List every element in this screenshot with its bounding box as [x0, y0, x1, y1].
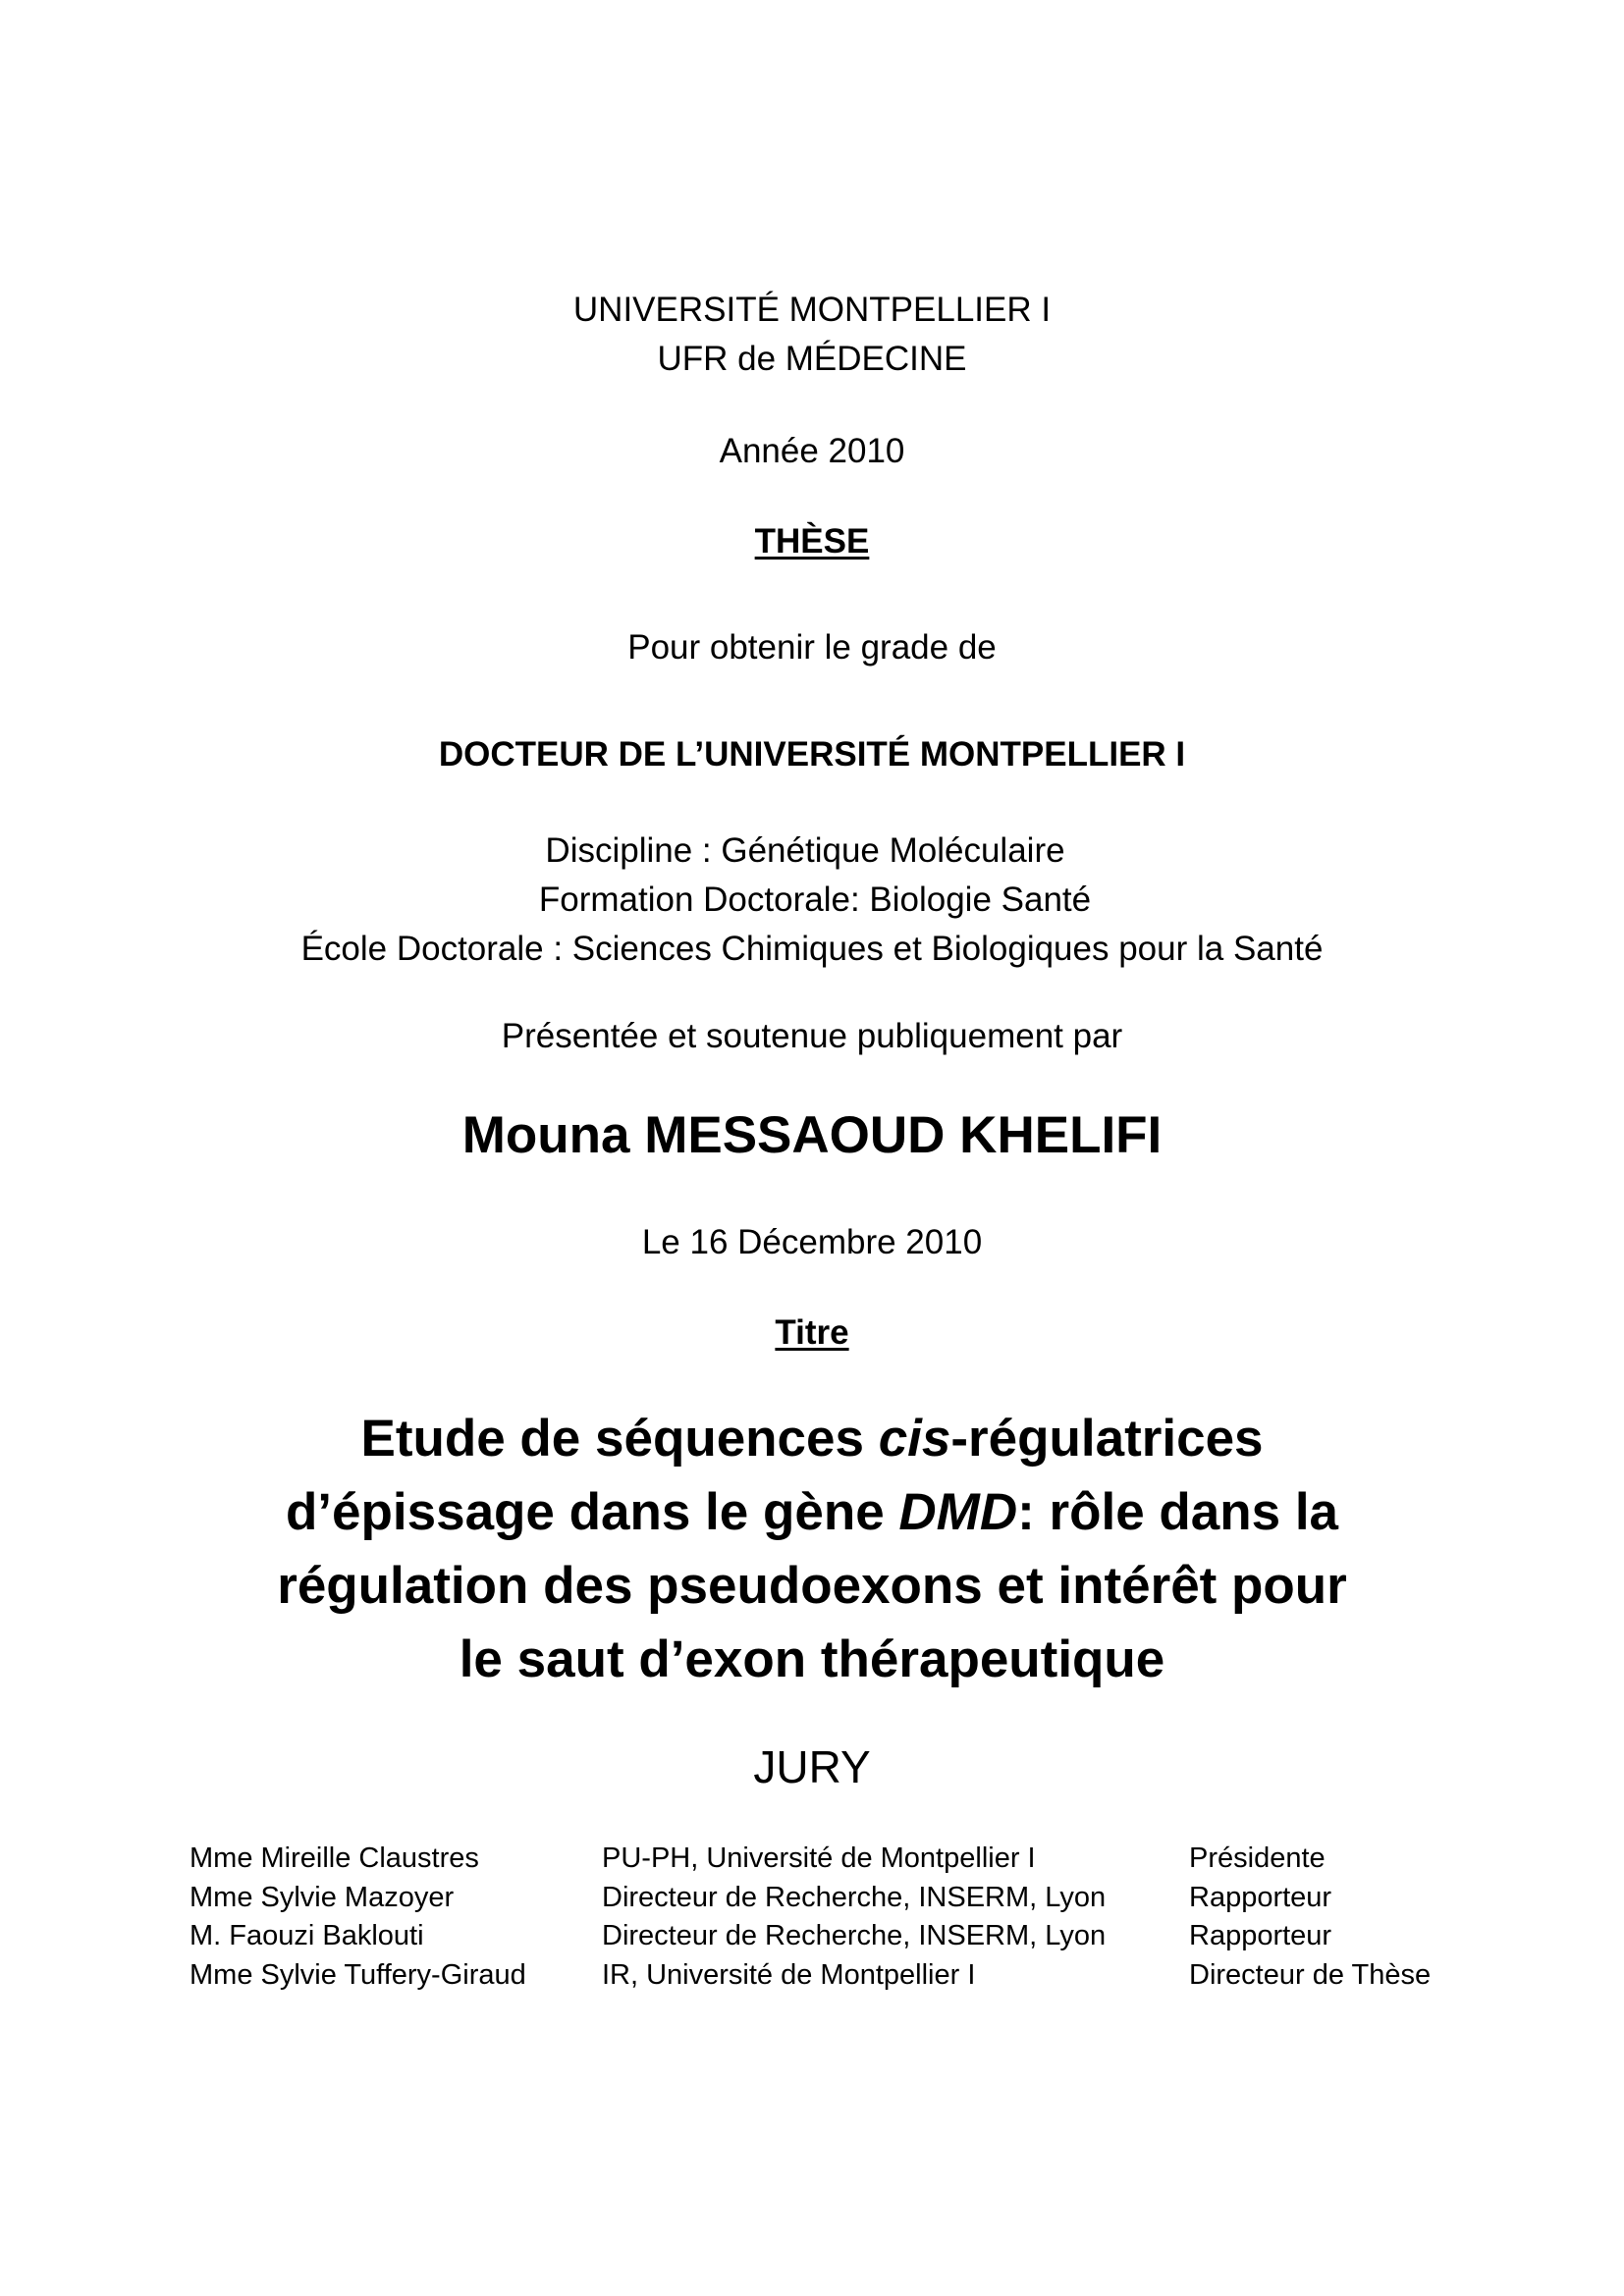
defense-date: Le 16 Décembre 2010: [641, 1223, 983, 1261]
jury-member-position: PU-PH, Université de Montpellier I: [602, 1842, 1036, 1874]
thesis-title-line-4: le saut d’exon thérapeutique: [459, 1630, 1165, 1688]
degree-name: DOCTEUR DE L’UNIVERSITÉ MONTPELLIER I: [438, 735, 1186, 774]
formation-line: Formation Doctorale: Biologie Santé: [538, 881, 1092, 919]
title-text: : rôle dans la: [1017, 1483, 1339, 1541]
jury-member-position: Directeur de Recherche, INSERM, Lyon: [602, 1881, 1107, 1913]
jury-member-name: M. Faouzi Baklouti: [189, 1920, 424, 1951]
author-name: Mouna MESSAOUD KHELIFI: [461, 1106, 1163, 1164]
jury-member-position: IR, Université de Montpellier I: [602, 1958, 976, 1991]
table-row: [189, 1882, 1466, 1921]
jury-member-role: Présidente: [1189, 1842, 1326, 1874]
jury-table: [189, 1842, 1466, 1998]
table-row: [189, 1920, 1466, 1959]
thesis-title: [0, 1402, 1624, 1696]
thesis-title-line-2: [0, 1475, 1624, 1549]
academic-year: Année 2010: [719, 432, 905, 470]
table-row: [189, 1842, 1466, 1882]
thesis-title-line-1: [0, 1402, 1624, 1475]
university-name: UNIVERSITÉ MONTPELLIER I: [572, 291, 1052, 329]
jury-member-name: Mme Mireille Claustres: [189, 1842, 479, 1874]
jury-member-name: Mme Sylvie Mazoyer: [189, 1881, 455, 1913]
title-text: d’épissage dans le gène: [285, 1483, 899, 1541]
title-label-text: Titre: [775, 1313, 849, 1352]
ecole-line: École Doctorale : Sciences Chimiques et Biologiques pour la Santé: [300, 930, 1324, 968]
thesis-label: [0, 524, 1624, 559]
title-text: -régulatrices: [950, 1410, 1264, 1468]
presented-by: Présentée et soutenue publiquement par: [501, 1017, 1123, 1055]
thesis-label-text: THÈSE: [754, 522, 870, 561]
faculty-name: UFR de MÉDECINE: [657, 340, 967, 378]
thesis-title-line-3: régulation des pseudoexons et intérêt pour: [277, 1557, 1347, 1615]
title-label: [0, 1315, 1624, 1350]
jury-member-role: Directeur de Thèse: [1189, 1958, 1432, 1991]
title-text: Etude de séquences: [360, 1410, 879, 1468]
jury-member-role: Rapporteur: [1189, 1881, 1332, 1913]
title-italic-text: cis: [878, 1410, 951, 1468]
table-row: [189, 1959, 1466, 1999]
grade-intro: Pour obtenir le grade de: [627, 628, 997, 667]
jury-member-position: Directeur de Recherche, INSERM, Lyon: [602, 1920, 1107, 1951]
jury-member-name: Mme Sylvie Tuffery-Giraud: [189, 1958, 526, 1991]
jury-member-role: Rapporteur: [1189, 1920, 1332, 1951]
discipline-line: Discipline : Génétique Moléculaire: [545, 831, 1065, 870]
jury-label: JURY: [753, 1741, 871, 1792]
title-italic-text: DMD: [898, 1483, 1018, 1541]
discipline-block: [0, 827, 1624, 974]
